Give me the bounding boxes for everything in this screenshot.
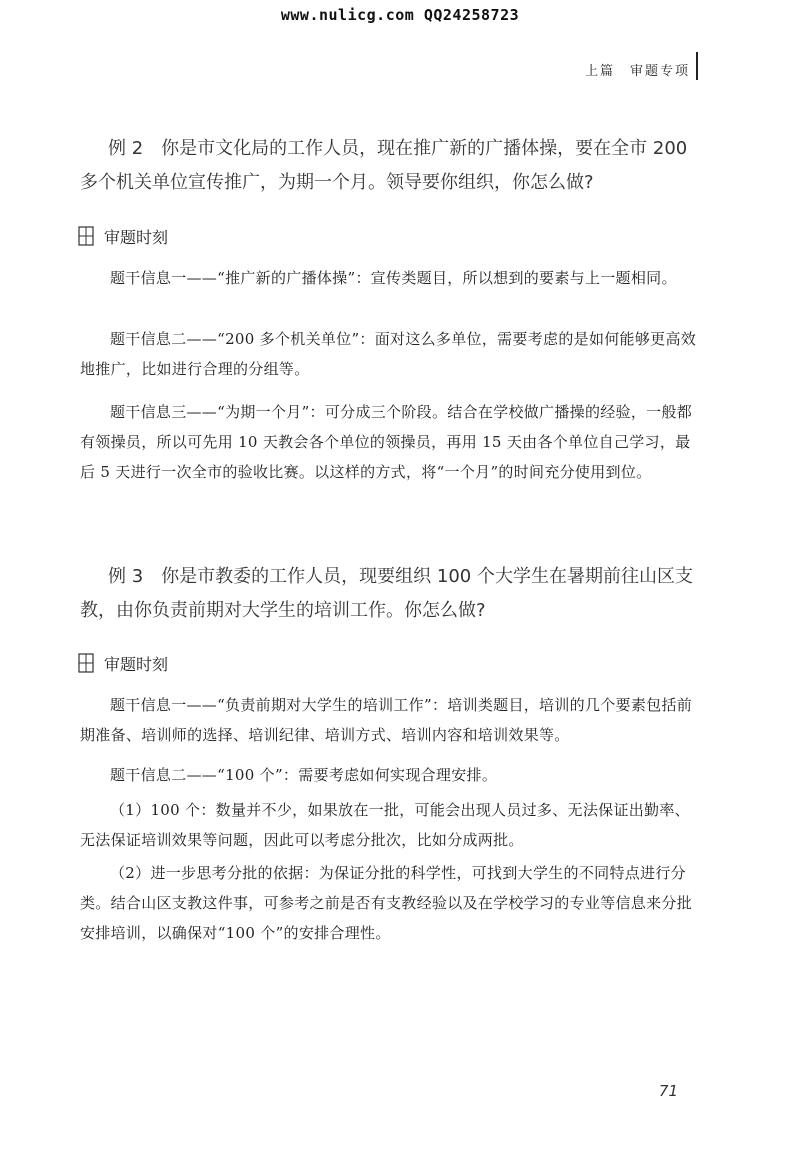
page-number: 71: [658, 1082, 678, 1100]
running-header: 上篇 审题专项: [584, 64, 690, 79]
header-divider: [696, 52, 698, 80]
section-marker-icon: [78, 226, 94, 246]
example-3-paragraph-1: 题干信息一——“负责前期对大学生的培训工作”：培训类题目，培训的几个要素包括前期准备、培训师的选择、培训纪律、培训方式、培训内容和培训效果等。: [80, 696, 693, 744]
example-3-paragraph-2: 题干信息二——“100 个”：需要考虑如何实现合理安排。: [110, 766, 498, 784]
example-3-section-title: 审题时刻: [104, 654, 169, 674]
example-2-question: 例 2 你是市文化局的工作人员，现在推广新的广播体操，要在全市 200 多个机关单位宣传推广，为期一个月。领导要你组织，你怎么做?: [80, 138, 688, 193]
example-2-section-head: [78, 224, 168, 248]
example-2-paragraph-3: 题干信息三——“为期一个月”：可分成三个阶段。结合在学校做广播操的经验，一般都有领操员，所以可先用 10 天教会各个单位的领操员，再用 15 天由各个单位自己学习，最后 5 天进行一次全市的验收比赛。以这样的方式，将“一个月”的时间充分使用到位。: [80, 403, 693, 481]
example-2-paragraph-2: 题干信息二——“200 多个机关单位”：面对这么多单位，需要考虑的是如何能够更高效地推广，比如进行合理的分组等。: [80, 330, 697, 378]
example-3-paragraph-3: （1）100 个：数量并不少，如果放在一批，可能会出现人员过多、无法保证出勤率、无法保证培训效果等问题，因此可以考虑分批次，比如分成两批。: [80, 801, 690, 849]
watermark-text: www.nulicg.com QQ24258723: [280, 6, 520, 24]
section-marker-icon: [78, 653, 94, 673]
example-2-section-title: 审题时刻: [104, 227, 169, 247]
example-2-paragraph-1: 题干信息一——“推广新的广播体操”：宣传类题目，所以想到的要素与上一题相同。: [110, 269, 677, 287]
example-3-question: 例 3 你是市教委的工作人员，现要组织 100 个大学生在暑期前往山区支教，由你负责前期对大学生的培训工作。你怎么做?: [80, 566, 693, 621]
example-3-section-head: [78, 651, 168, 675]
example-3-paragraph-4: （2）进一步思考分批的依据：为保证分批的科学性，可找到大学生的不同特点进行分类。结合山区支教这件事，可参考之前是否有支教经验以及在学校学习的专业等信息来分批安排培训，以确保对“100 个”的安排合理性。: [80, 864, 693, 942]
